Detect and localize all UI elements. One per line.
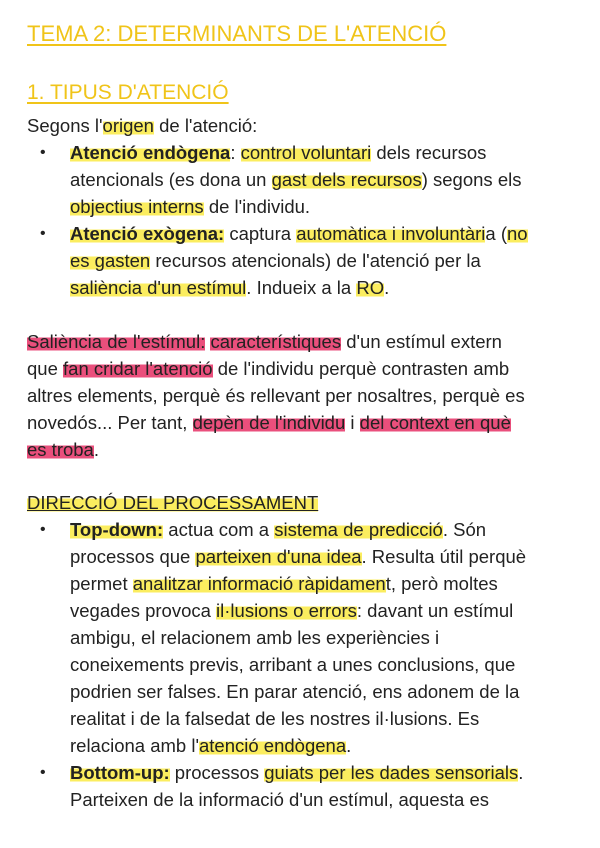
text-line (70, 597, 513, 624)
highlighted-text: control voluntari (240, 142, 372, 163)
text-line (70, 678, 519, 705)
highlighted-text: il·lusions o errors (216, 600, 357, 621)
text-line (70, 786, 489, 813)
highlighted-text: Atenció exògena: (70, 223, 225, 244)
text-segment: permet (70, 573, 133, 594)
highlighted-text: automàtica i involuntàri (296, 223, 486, 244)
text-segment: . (346, 735, 352, 756)
text-line (70, 624, 439, 651)
text-segment: de l'individu perquè contrasten amb (212, 358, 510, 379)
highlighted-text: saliència d'un estímul (70, 277, 247, 298)
bullet-marker: • (40, 144, 46, 161)
text-segment: . Resulta útil perquè (361, 546, 527, 567)
text-segment: recursos atencionals) de l'atenció per la (150, 250, 481, 271)
highlighted-text: RO (356, 277, 385, 298)
text-segment: . (93, 439, 99, 460)
text-line (27, 328, 502, 355)
text-segment: Parteixen de la informació d'un estímul, aquesta es (70, 789, 489, 810)
text-line (70, 166, 521, 193)
text-segment: relaciona amb l' (70, 735, 199, 756)
text-segment: : davant un estímul (356, 600, 514, 621)
highlighted-text: característiques (210, 331, 342, 352)
text-segment: vegades provoca (70, 600, 217, 621)
text-segment: atencionals (es dona un (70, 169, 272, 190)
text-line (70, 759, 523, 786)
bullet-marker: • (40, 521, 46, 538)
text-line (70, 732, 351, 759)
text-segment: Segons l' (27, 115, 103, 136)
text-segment: a ( (485, 223, 508, 244)
highlighted-text: atenció endògena (199, 735, 347, 756)
text-line (27, 382, 525, 409)
text-line (27, 436, 99, 463)
highlighted-text: gast dels recursos (271, 169, 422, 190)
text-segment: ) segons els (421, 169, 522, 190)
text-segment: dels recursos (371, 142, 487, 163)
text-segment: . (518, 762, 524, 783)
highlighted-text: guiats per les dades sensorials (264, 762, 519, 783)
text-segment: processos (169, 762, 265, 783)
highlighted-text: analitzar informació ràpidamen (132, 573, 386, 594)
text-line (70, 247, 481, 274)
text-line (27, 355, 509, 382)
bullet-marker: • (40, 764, 46, 781)
highlighted-text: parteixen d'una idea (195, 546, 362, 567)
text-line (70, 220, 528, 247)
text-segment: . (384, 277, 390, 298)
bullet-marker: • (40, 225, 46, 242)
text-segment: . Són (442, 519, 487, 540)
highlighted-text: objectius interns (70, 196, 204, 217)
text-segment: actua com a (163, 519, 275, 540)
text-segment: realitat i de la falsedat de les nostres il·lusions. Es (70, 708, 480, 729)
highlighted-text: depèn de l'individu (192, 412, 346, 433)
text-segment: : (230, 142, 241, 163)
text-line (27, 409, 511, 436)
highlighted-text: DIRECCIÓ DEL PROCESSAMENT (27, 492, 319, 513)
text-segment: . Indueix a la (246, 277, 357, 298)
highlighted-text: origen (102, 115, 154, 136)
text-line (70, 193, 310, 220)
text-segment: i (345, 412, 360, 433)
text-segment: t, però moltes (385, 573, 498, 594)
highlighted-text: Bottom-up: (70, 762, 170, 783)
text-segment: que (27, 358, 64, 379)
text-line (70, 274, 389, 301)
text-line (70, 543, 526, 570)
text-line (70, 705, 479, 732)
section-heading-tipus-atencio: 1. TIPUS D'ATENCIÓ (27, 81, 229, 104)
text-segment: podrien ser falses. En parar atenció, ens adonem de la (70, 681, 520, 702)
text-line (70, 651, 515, 678)
text-line (70, 516, 486, 543)
highlighted-text: es troba (27, 439, 94, 460)
text-segment: de l'individu. (203, 196, 311, 217)
highlighted-text: no (507, 223, 528, 244)
highlighted-text: sistema de predicció (274, 519, 443, 540)
text-line (70, 139, 486, 166)
text-segment: de l'atenció: (153, 115, 258, 136)
text-line (27, 112, 257, 139)
text-segment: altres elements, perquè és rellevant per nosaltres, perquè es (27, 385, 525, 406)
text-segment: novedós... Per tant, (27, 412, 193, 433)
document-title: TEMA 2: DETERMINANTS DE L'ATENCIÓ (27, 21, 447, 46)
highlighted-text: Saliència de l'estímul: (27, 331, 206, 352)
text-line (70, 570, 498, 597)
highlighted-text: del context en què (359, 412, 511, 433)
highlighted-text: Atenció endògena (70, 142, 231, 163)
highlighted-text: fan cridar l'atenció (63, 358, 213, 379)
highlighted-text: es gasten (70, 250, 151, 271)
text-segment: d'un estímul extern (341, 331, 502, 352)
text-segment: coneixements previs, arribant a unes conclusions, que (70, 654, 516, 675)
text-segment: processos que (70, 546, 196, 567)
text-line (27, 489, 318, 516)
text-segment: ambigu, el relacionem amb les experiències i (70, 627, 440, 648)
text-segment: captura (224, 223, 297, 244)
highlighted-text: Top-down: (70, 519, 164, 540)
